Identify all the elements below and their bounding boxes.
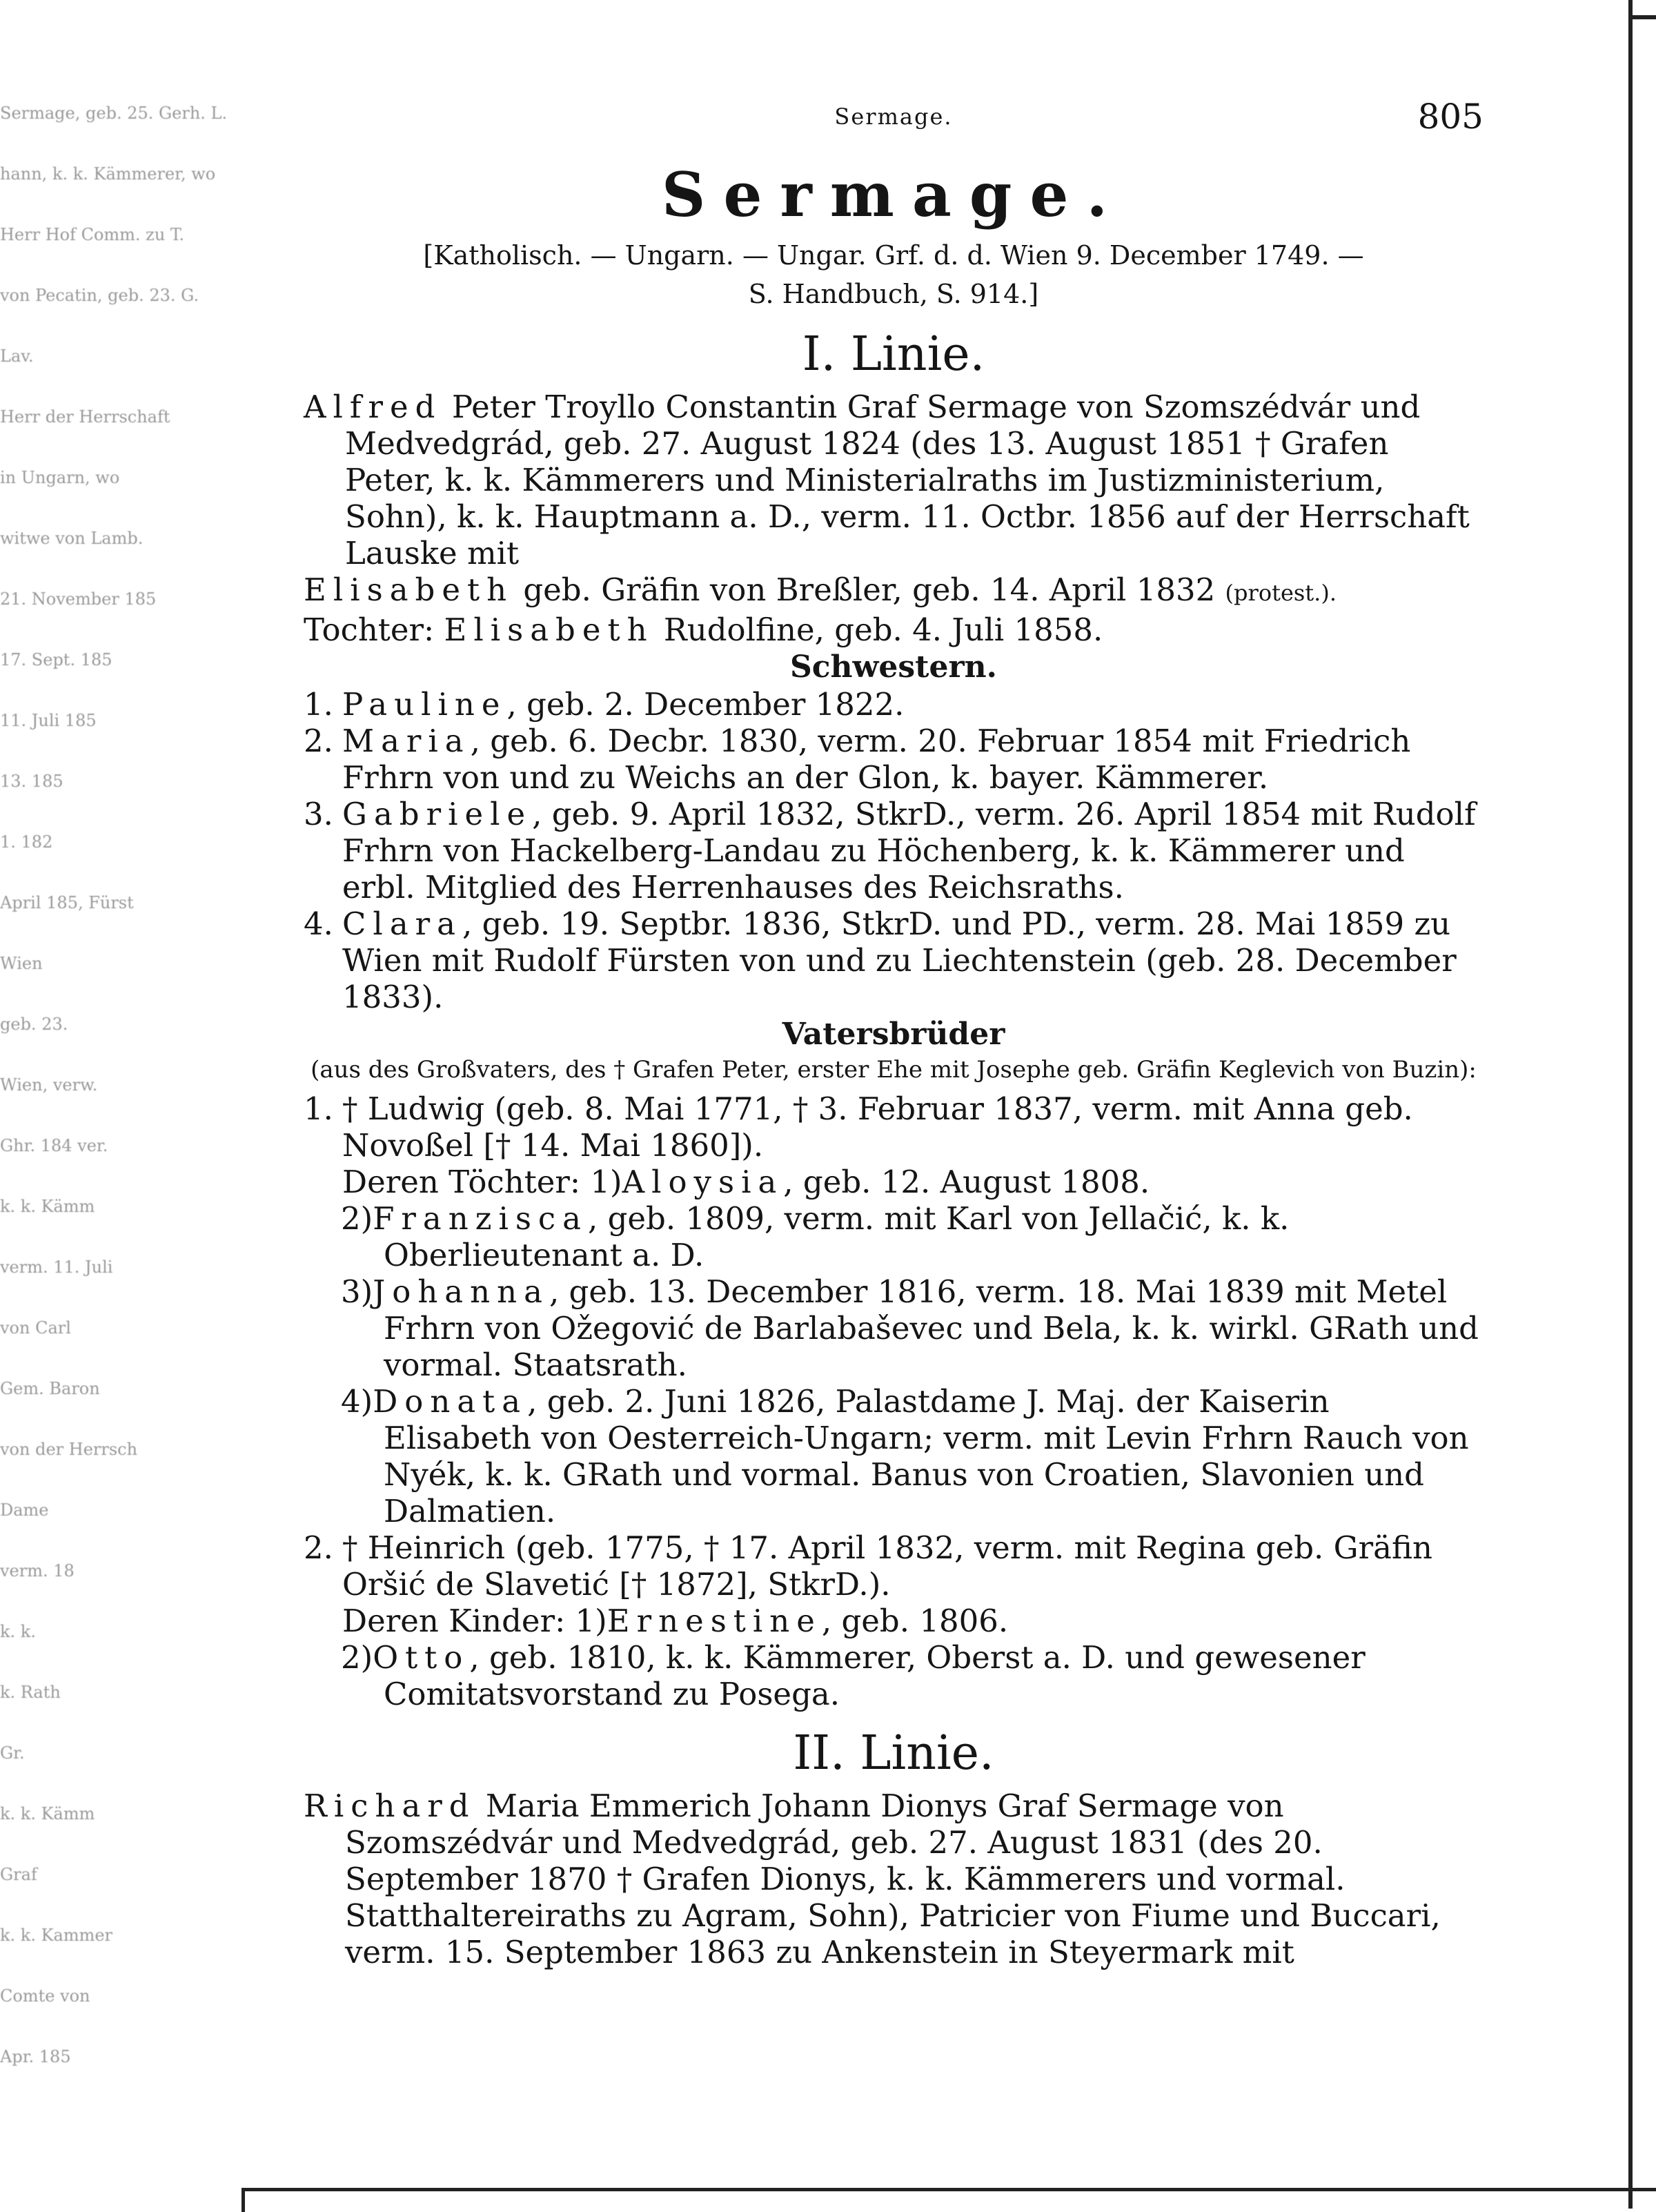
bleed-text: k. Rath	[0, 1683, 61, 1702]
sister-item	[304, 906, 1483, 1015]
page-edge-right	[1608, 0, 1656, 2209]
sister-text: , geb. 9. April 1832, StkrD., verm. 26. April 1854 mit Rudolf Frhrn von Hackelberg-Landau zu Höchenberg, k. k. Kämmerer und erbl. Mitglied des Herrenhauses des Reichsraths.	[342, 796, 1476, 906]
child-text: , geb. 13. December 1816, verm. 18. Mai 1839 mit Metel Frhrn von Ožegović de Barlabaševec und Bela, k. k. wirkl. GRath und vormal. Staatsrath.	[384, 1273, 1479, 1383]
item-number: 1.	[304, 1090, 333, 1127]
intro-line-1: [Katholisch. — Ungarn. — Ungar. Grf. d. d. Wien 9. December 1749. —	[423, 240, 1364, 271]
margin-bleed-through	[0, 0, 248, 2209]
child-text: , geb. 12. August 1808.	[783, 1164, 1150, 1200]
child-name: Aloysia	[622, 1164, 784, 1200]
uncle-item	[304, 1529, 1483, 1603]
head-text: Peter Troyllo Constantin Graf Sermage von Szomszédvár und Medvedgrád, geb. 27. August 1824 (des 13. August 1851 † Grafen Peter, k. k. Kämmerers und Ministerialraths im Justizministerium, Sohn), k. k. Hauptmann a. D., verm. 11. Octbr. 1856 auf der Herrschaft Lauske mit	[345, 389, 1470, 571]
sister-item	[304, 686, 1483, 723]
sister-name: Pauline	[342, 686, 507, 723]
bleed-text: von Pecatin, geb. 23. G.	[0, 286, 199, 305]
wife-name: Elisabeth	[304, 571, 514, 608]
item-number: 2.	[304, 1529, 333, 1566]
book-page	[304, 97, 1483, 1970]
bleed-text: k. k. Kammer	[0, 1926, 113, 1945]
child-text: , geb. 2. Juni 1826, Palastdame J. Maj. der Kaiserin Elisabeth von Oesterreich-Ungarn; verm. mit Levin Frhrn Rauch von Nyék, k. k. GRath und vormal. Banus von Croatien, Slavonien und Dalmatien.	[384, 1383, 1469, 1529]
bleed-text: Dame	[0, 1500, 49, 1520]
uncles-note: (aus des Großvaters, des † Grafen Peter, erster Ehe mit Josephe geb. Gräfin Keglevich von Buzin):	[310, 1056, 1477, 1084]
sister-name: Maria	[342, 723, 471, 759]
children-first-line	[304, 1164, 1483, 1200]
page-header	[304, 97, 1483, 152]
sister-name: Clara	[342, 906, 462, 942]
child-name: Franzisca	[373, 1200, 588, 1237]
head-name: Alfred	[304, 389, 442, 425]
page-number: 805	[1417, 97, 1483, 137]
daughter-label: Tochter:	[304, 611, 435, 648]
uncle-item	[304, 1090, 1483, 1164]
item-number: 4.	[304, 906, 333, 942]
sister-text: , geb. 19. Septbr. 1836, StkrD. und PD., verm. 28. Mai 1859 zu Wien mit Rudolf Fürsten von und zu Liechtenstein (geb. 28. December 1833).	[342, 906, 1457, 1015]
bleed-text: Ghr. 184 ver.	[0, 1136, 108, 1155]
bleed-text: verm. 18	[0, 1561, 75, 1580]
child-name: Otto	[373, 1639, 470, 1676]
bleed-text: Wien, verw.	[0, 1075, 98, 1095]
bleed-text: Graf	[0, 1865, 37, 1884]
child-text: , geb. 1810, k. k. Kämmerer, Oberst a. D. und gewesener Comitatsvorstand zu Posega.	[384, 1639, 1366, 1712]
child-item	[304, 1639, 1483, 1712]
bleed-text: Herr Hof Comm. zu T.	[0, 225, 185, 244]
bleed-text: von Carl	[0, 1318, 71, 1338]
wife-note: (protest.).	[1225, 580, 1337, 606]
bleed-text: Gem. Baron	[0, 1379, 100, 1398]
child-number: 3)	[341, 1273, 373, 1310]
family-intro	[304, 236, 1483, 313]
page-edge-line	[1628, 0, 1633, 2209]
family-title: Sermage.	[661, 159, 1126, 231]
bleed-text: 1. 182	[0, 832, 53, 852]
bleed-text: Wien	[0, 954, 43, 973]
uncles-list	[304, 1090, 1483, 1712]
bleed-text: April 185, Fürst	[0, 893, 134, 912]
children-first-line	[304, 1603, 1483, 1639]
item-number: 1.	[304, 686, 333, 723]
running-head: Sermage.	[834, 104, 953, 130]
bleed-text: Lav.	[0, 346, 34, 366]
bleed-text: k. k. Kämm	[0, 1197, 95, 1216]
bleed-text: 13. 185	[0, 772, 63, 791]
child-item	[304, 1200, 1483, 1273]
bleed-text: Herr der Herrschaft	[0, 407, 170, 427]
intro-line-2: S. Handbuch, S. 914.]	[748, 279, 1039, 309]
head-text: Maria Emmerich Johann Dionys Graf Sermage von Szomszédvár und Medvedgrád, geb. 27. August 1831 (des 20. September 1870 † Grafen Dionys, k. k. Kämmerers und vormal. Statthaltereiraths zu Agram, Sohn), Patricier von Fiume und Buccari, verm. 15. September 1863 zu Ankenstein in Steyermark mit	[345, 1788, 1441, 1970]
sister-text: , geb. 6. Decbr. 1830, verm. 20. Februar 1854 mit Friedrich Frhrn von und zu Weichs an der Glon, k. bayer. Kämmerer.	[342, 723, 1411, 796]
child-text: , geb. 1806.	[821, 1603, 1009, 1639]
bleed-text: k. k. Kämm	[0, 1804, 95, 1823]
bleed-text: verm. 11. Juli	[0, 1257, 113, 1277]
bleed-text: k. k.	[0, 1622, 36, 1641]
child-name: Ernestine	[607, 1603, 822, 1639]
bleed-text: in Ungarn, wo	[0, 468, 120, 487]
sisters-list	[304, 686, 1483, 1015]
uncle-text: † Heinrich (geb. 1775, † 17. April 1832, verm. mit Regina geb. Gräfin Oršić de Slavetić [† 1872], StkrD.).	[342, 1529, 1432, 1603]
daughter-text: Rudolfine, geb. 4. Juli 1858.	[663, 611, 1103, 648]
children-label: Deren Kinder:	[342, 1603, 575, 1639]
bleed-text: Comte von	[0, 1986, 90, 2006]
uncles-heading: Vatersbrüder	[782, 1017, 1005, 1052]
sister-text: , geb. 2. December 1822.	[506, 686, 905, 723]
daughter-entry	[304, 611, 1483, 648]
child-number: 4)	[341, 1383, 373, 1420]
sister-item	[304, 723, 1483, 796]
bleed-text: von der Herrsch	[0, 1440, 138, 1459]
bleed-text: Sermage, geb. 25. Gerh. L.	[0, 104, 228, 123]
children-label: Deren Töchter:	[342, 1164, 591, 1200]
linie-1-head-entry	[304, 389, 1483, 571]
item-number: 2.	[304, 723, 333, 759]
wife-text: geb. Gräfin von Breßler, geb. 14. April 1832	[523, 571, 1216, 608]
bleed-text: geb. 23.	[0, 1015, 68, 1034]
child-item	[304, 1383, 1483, 1529]
child-text: , geb. 1809, verm. mit Karl von Jellačić, k. k. Oberlieutenant a. D.	[384, 1200, 1290, 1273]
linie-2-head-entry	[304, 1788, 1483, 1970]
daughter-name: Elisabeth	[444, 611, 654, 648]
child-number: 1)	[575, 1603, 607, 1639]
bleed-text: witwe von Lamb.	[0, 529, 144, 548]
item-number: 3.	[304, 796, 333, 832]
sister-name: Gabriele	[342, 796, 533, 832]
bleed-text: hann, k. k. Kämmerer, wo	[0, 164, 216, 184]
wife-entry	[304, 571, 1483, 611]
sisters-heading: Schwestern.	[789, 649, 997, 685]
bleed-text: 11. Juli 185	[0, 711, 97, 730]
page-edge-hook	[1628, 15, 1656, 19]
sister-item	[304, 796, 1483, 906]
child-item	[304, 1273, 1483, 1383]
bleed-text: 21. November 185	[0, 589, 157, 609]
bleed-text: 17. Sept. 185	[0, 650, 112, 669]
child-number: 2)	[341, 1639, 373, 1676]
child-number: 2)	[341, 1200, 373, 1237]
child-name: Donata	[373, 1383, 528, 1420]
child-number: 1)	[590, 1164, 622, 1200]
head-name: Richard	[304, 1788, 476, 1824]
linie-1-heading: I. Linie.	[802, 327, 985, 382]
bleed-text: Apr. 185	[0, 2047, 71, 2066]
linie-2-heading: II. Linie.	[793, 1726, 994, 1781]
child-name: Johanna	[373, 1273, 549, 1310]
bleed-text: Gr.	[0, 1743, 25, 1763]
uncle-text: † Ludwig (geb. 8. Mai 1771, † 3. Februar 1837, verm. mit Anna geb. Novoßel [† 14. Mai 1860]).	[342, 1090, 1413, 1164]
